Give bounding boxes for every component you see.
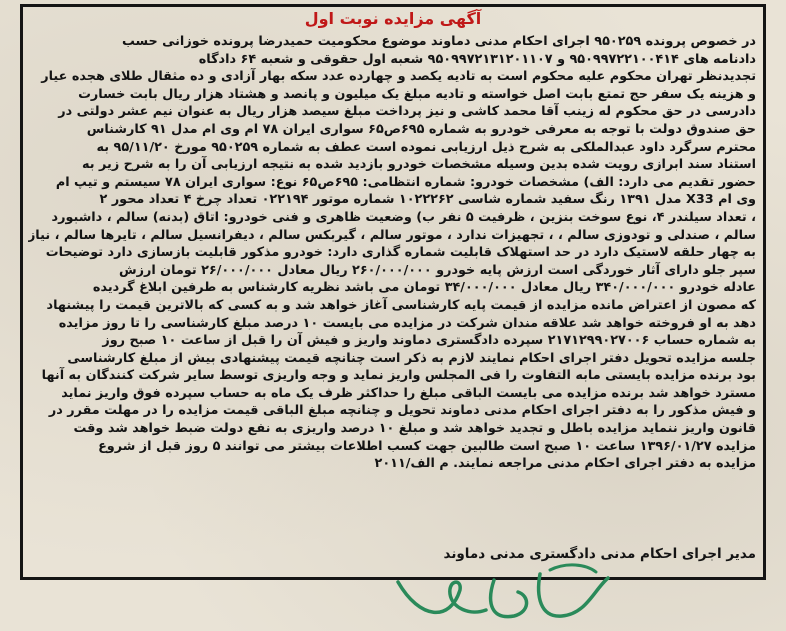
notice-line: وی ام X33 مدل ۱۳۹۱ رنگ سفید شماره شاسی ۱۰۲۲۲۶۲ شماره موتور ۰۲۲۱۹۴ تعداد چرخ ۴ تعداد محور ۲	[99, 192, 756, 208]
notice-line: ، تعداد سیلندر ۴، نوع سوخت بنزین ، ظرفیت ۵ نفر ب) وضعیت ظاهری و فنی خودرو: اتاق (بدنه) سالم ، داشبورد	[51, 209, 756, 225]
notice-line: و فیش مذکور را به دفتر اجرای احکام مدنی دماوند تحویل و چنانچه مبلغ الباقی قیمت مزایده را در مهلت مقرر در	[48, 403, 756, 419]
notice-line: محترم سرگرد داود عبدالملکی به شرح ذیل ارزیابی نموده است عطف به شماره ۹۵۰۲۵۹ مورخ ۹۵/۱۱/۲۰ به	[96, 139, 756, 155]
notice-title: آگهی مزایده نوبت اول	[304, 9, 482, 28]
notice-line: و هزینه یک سفر حج تمتع بابت اصل خواسته و تادیه مبلغ یک میلیون و پانصد و هشتاد هزار ریال بابت خسارت	[78, 86, 756, 102]
notice-line: استناد سند ابرازی رویت شده بدین وسیله مشخصات خودرو بازدید شده به نتیجه ارزیابی آن را به شرح زیر به	[82, 157, 756, 173]
handwritten-mark	[390, 560, 620, 630]
notice-line: عادله خودرو ۳۴۰/۰۰۰/۰۰۰ ریال معادل ۳۴/۰۰۰/۰۰۰ تومان می باشد نظریه کارشناس به طرفین ابلاغ گردیده	[92, 280, 756, 296]
notice-line: حضور تقدیم می دارد: الف) مشخصات خودرو: شماره انتظامی: ۶۹۵ص۶۵ نوع: سواری ایران ۷۸ سیستم و تیپ ام	[55, 174, 756, 190]
notice-signature: مدیر اجرای احکام مدنی دادگستری مدنی دماوند	[443, 546, 756, 562]
notice-line: مسترد خواهد شد برنده مزایده می بایست الباقی مبلغ را حداکثر ظرف یک ماه به حساب سپرده فوق واریز نماید	[61, 385, 756, 401]
notice-line: به چهار حلقه لاستیک دارد در حد استهلاک قابلیت شماره گذاری دارد: خودرو مذکور قابلیت بازسازی دارد توضیحات	[45, 245, 756, 261]
notice-line: دهد به او فروخته خواهد شد علاقه مندان شرکت در مزایده می بایست ۱۰ درصد مبلغ کارشناسی را تا روز مزایده	[58, 315, 756, 331]
notice-line: به شماره حساب ۲۱۷۱۲۹۹۰۲۷۰۰۶ سپرده دادگستری دماوند واریز و فیش آن را قبل از ساعت ۱۰ صبح روز	[102, 333, 756, 349]
notice-line: سپر جلو دارای آثار خوردگی است ارزش پایه خودرو ۲۶۰/۰۰۰/۰۰۰ ریال معادل ۲۶/۰۰۰/۰۰۰ تومان ارزش	[118, 262, 756, 278]
notice-line: جلسه مزایده تحویل دفتر اجرای احکام نمایند لازم به ذکر است چنانچه قیمت پیشنهادی بیش از مبلغ کارشناسی	[67, 350, 756, 366]
notice-line: در خصوص پرونده ۹۵۰۲۵۹ اجرای احکام مدنی دماوند موضوع محکومیت حمیدرضا پرونده خوزانی حسب	[121, 34, 756, 49]
notice-line: دادرسی در حق محکوم له زینب آقا محمد کاشی و نیز پرداخت مبلغ سیصد هزار ریال به عنوان نیم عشر دولتی در	[58, 104, 756, 120]
notice-line: سالم ، صندلی و تودوزی سالم ، ، تجهیزات ندارد ، موتور سالم ، گیربکس سالم ، دیفرانسیل سالم ، تایرها سالم ، نیاز	[28, 227, 756, 243]
notice-body	[28, 33, 756, 473]
notice-line: مزایده به دفتر اجرای احکام مدنی مراجعه نمایند. م الف/۲۰۱۱	[374, 456, 756, 472]
notice-line: حق صندوق دولت با توجه به معرفی خودرو به شماره ۶۹۵ص۶۵ سواری ایران ۷۸ ام وی ام مدل ۹۱ کارشناس	[86, 121, 756, 137]
notice-line: بود برنده مزایده بایستی مابه التفاوت را فی المجلس واریز نماید و وجه واریزی توسط سایر شرکت کنندگان به آنها	[41, 368, 756, 384]
notice-line: که مصون از اعتراض مانده مزایده از قیمت پایه کارشناسی آغاز خواهد شد و به کسی که بالاترین قیمت را پیشنهاد	[46, 297, 756, 313]
notice-line: دادنامه های ۹۵۰۹۹۷۲۲۱۰۰۴۱۴ و ۹۵۰۹۹۷۲۱۳۱۲۰۱۱۰۷ شعبه اول حقوقی و شعبه ۶۴ دادگاه	[198, 51, 756, 67]
notice-line: تجدیدنظر تهران محکوم علیه محکوم است به تادیه یکصد و چهارده عدد سکه بهار آزادی و ده مثقال طلای هجده عیار	[41, 69, 756, 85]
notice-line: مزایده ۱۳۹۶/۰۱/۲۷ ساعت ۱۰ صبح است طالبین جهت کسب اطلاعات بیشتر می توانند ۵ روز قبل از شروع	[98, 438, 756, 454]
notice-line: قانون واریز ننماید مزایده باطل و تجدید خواهد شد و مبلغ ۱۰ درصد واریزی به نفع دولت ضبط خواهد شد وقت	[73, 421, 756, 437]
